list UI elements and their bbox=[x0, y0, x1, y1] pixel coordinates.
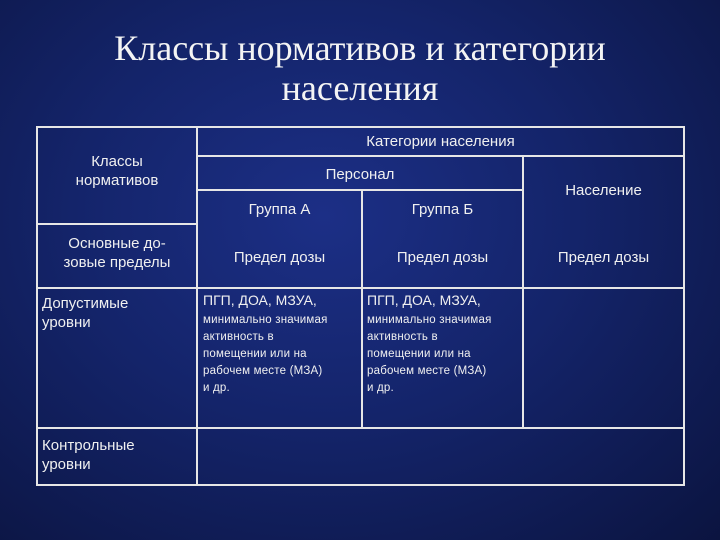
row-basic-group-b: Предел дозы bbox=[396, 249, 489, 266]
slide-title-line-1: Классы нормативов и категории bbox=[114, 28, 606, 68]
header-categories: Категории населения bbox=[366, 133, 515, 150]
divider-row-categories bbox=[196, 155, 685, 157]
row-basic-label-line-2: зовые пределы bbox=[63, 254, 171, 271]
row-permissible-group-a-line-3: помещении или на bbox=[203, 348, 307, 360]
row-permissible-group-b-line-3: помещении или на bbox=[367, 348, 471, 360]
divider-row-header bbox=[36, 223, 196, 225]
row-permissible-group-a bbox=[203, 291, 361, 397]
row-permissible-group-a-line-5: и др. bbox=[203, 382, 230, 394]
row-permissible-group-b-line-1: минимально значимая bbox=[367, 314, 492, 326]
row-control-label-line-2: уровни bbox=[42, 456, 91, 473]
row-basic-label bbox=[38, 234, 196, 272]
row-basic-population: Предел дозы bbox=[557, 249, 650, 266]
row-permissible-group-b-line-5: и др. bbox=[367, 382, 394, 394]
row-permissible-label-line-2: уровни bbox=[42, 314, 91, 331]
table-border-top bbox=[36, 126, 685, 128]
divider-row-permissible bbox=[36, 427, 685, 429]
header-population: Население bbox=[565, 182, 642, 199]
row-control-label-line-1: Контрольные bbox=[42, 437, 135, 454]
row-permissible-label bbox=[42, 294, 192, 332]
row-permissible-group-a-line-4: рабочем месте (МЗА) bbox=[203, 365, 323, 377]
table-border-right bbox=[683, 126, 685, 486]
row-basic-group-a: Предел дозы bbox=[233, 249, 326, 266]
row-permissible-group-a-line-2: активность в bbox=[203, 331, 274, 343]
row-permissible-group-b-line-4: рабочем месте (МЗА) bbox=[367, 365, 487, 377]
row-permissible-group-b bbox=[367, 291, 522, 397]
header-group-b: Группа Б bbox=[411, 201, 474, 218]
divider-row-personnel bbox=[196, 189, 524, 191]
slide-title bbox=[60, 28, 660, 108]
row-control-label bbox=[42, 436, 192, 474]
divider-row-basic bbox=[36, 287, 685, 289]
row-permissible-group-b-line-2: активность в bbox=[367, 331, 438, 343]
header-classes bbox=[38, 152, 196, 190]
row-permissible-group-a-head: ПГП, ДОА, МЗУА, bbox=[203, 292, 317, 308]
row-permissible-label-line-1: Допустимые bbox=[42, 295, 129, 312]
norms-table bbox=[36, 126, 685, 486]
row-basic-label-line-1: Основные до- bbox=[68, 235, 166, 252]
header-group-a: Группа А bbox=[248, 201, 311, 218]
slide-title-line-2: населения bbox=[281, 68, 439, 108]
divider-col-2 bbox=[361, 190, 363, 428]
table-border-bottom bbox=[36, 484, 685, 486]
row-permissible-group-a-line-1: минимально значимая bbox=[203, 314, 328, 326]
header-classes-line-2: нормативов bbox=[75, 172, 159, 189]
header-personnel: Персонал bbox=[325, 166, 395, 183]
row-permissible-group-b-head: ПГП, ДОА, МЗУА, bbox=[367, 292, 481, 308]
header-classes-line-1: Классы bbox=[91, 153, 143, 170]
